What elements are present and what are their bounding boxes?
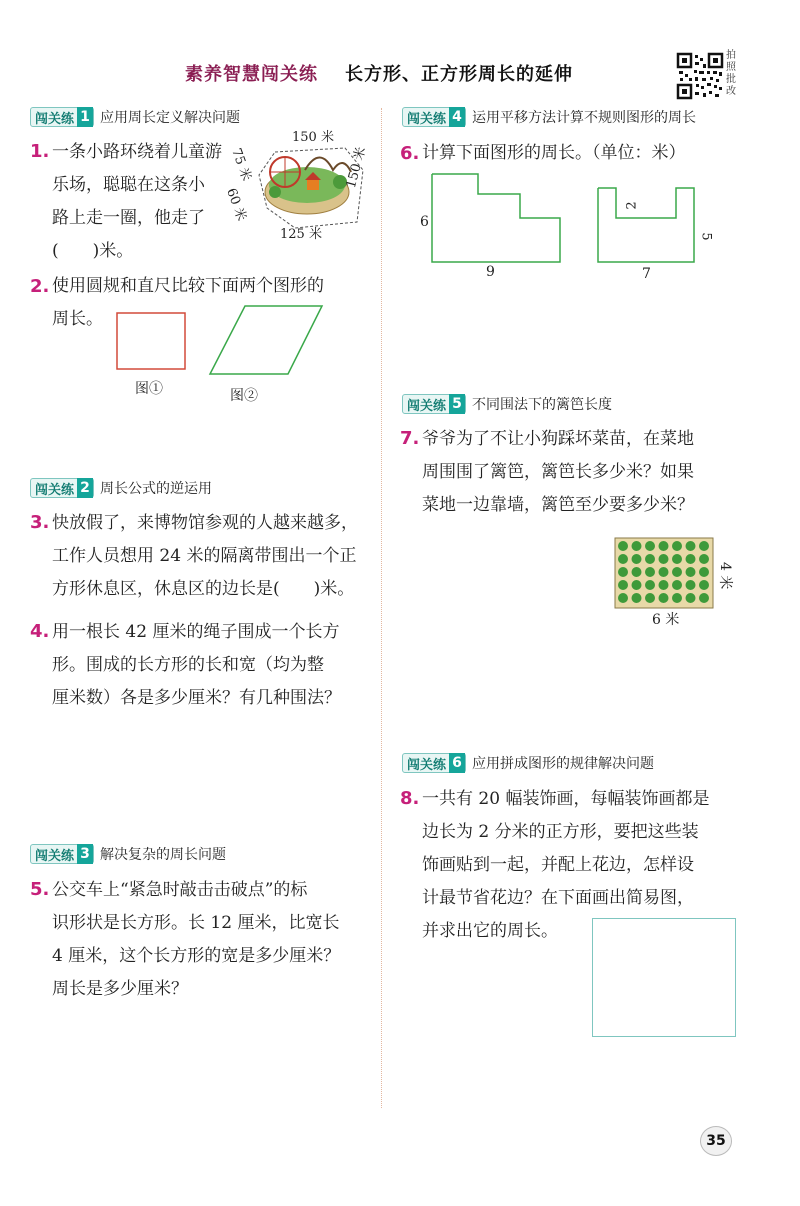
question-4-text: 用一根长 42 厘米的绳子围成一个长方 形。围成的长方形的长和宽（均为整 厘米数）各是多少厘米？有几种围法？	[52, 622, 341, 708]
section-3-header	[30, 844, 226, 864]
section-badge: 闯关练 6	[402, 753, 466, 773]
vegetable-plant	[659, 580, 669, 590]
q6-figures	[420, 170, 720, 270]
vegetable-plant	[632, 554, 642, 564]
page-number: 35	[700, 1126, 732, 1156]
park-left-bottom-length: 60 米	[223, 186, 249, 224]
vegetable-plant	[645, 567, 655, 577]
question-number: 2.	[30, 276, 50, 297]
question-2-text: 使用圆规和直尺比较下面两个图形的 周长。	[52, 276, 324, 329]
figure-2-label: 图②	[230, 388, 258, 404]
vegetable-plant	[686, 580, 696, 590]
q2-figures	[110, 302, 330, 382]
vegetable-plant	[686, 541, 696, 551]
shape-b-height: 5	[698, 232, 714, 241]
page-title: 素养智慧闯关练	[185, 64, 318, 85]
vegetable-plant	[659, 593, 669, 603]
vegetable-plant	[699, 567, 709, 577]
shape-a-height: 6	[420, 214, 429, 230]
shape-b-width: 7	[642, 266, 651, 282]
question-number: 7.	[400, 428, 420, 449]
section-title: 不同围法下的篱笆长度	[472, 397, 613, 413]
vegetable-plant	[618, 554, 628, 564]
vegetable-plant	[645, 541, 655, 551]
section-1-header	[30, 107, 240, 127]
vegetable-plant	[672, 580, 682, 590]
vegetable-plant	[672, 567, 682, 577]
section-badge: 闯关练 2	[30, 478, 94, 498]
question-number: 8.	[400, 788, 420, 809]
section-title: 解决复杂的周长问题	[100, 847, 227, 863]
vegetable-plant	[672, 554, 682, 564]
section-badge: 闯关练 5	[402, 394, 466, 414]
vegetable-plant	[699, 541, 709, 551]
vegetable-plant	[632, 567, 642, 577]
question-1-text: 一条小路环绕着儿童游 乐场，聪聪在这条小 路上走一圈，他走了 ( )米。	[52, 142, 222, 261]
section-badge: 闯关练 4	[402, 107, 466, 127]
section-title: 应用拼成图形的规律解决问题	[472, 756, 655, 772]
park-right-length: 150 米	[343, 145, 370, 190]
vegetable-plant	[699, 593, 709, 603]
vegetable-plant	[686, 567, 696, 577]
vegetable-plant	[659, 567, 669, 577]
vegetable-plant	[672, 541, 682, 551]
garden-width: 6 米	[652, 612, 680, 628]
park-left-top-length: 75 米	[228, 146, 254, 184]
vegetable-plant	[645, 580, 655, 590]
garden-height: 4 米	[717, 562, 733, 590]
page-subtitle: 长方形、正方形周长的延伸	[345, 64, 573, 85]
vegetable-plant	[672, 593, 682, 603]
vegetable-plant	[618, 567, 628, 577]
question-number: 6.	[400, 143, 420, 164]
qr-code-icon[interactable]	[676, 52, 724, 100]
vegetable-plant	[618, 593, 628, 603]
question-number: 1.	[30, 141, 50, 162]
figure-1-label: 图①	[135, 381, 163, 397]
section-6-header	[402, 753, 654, 773]
vegetable-plant	[699, 580, 709, 590]
vegetable-plant	[632, 541, 642, 551]
shape-b-notch: 2	[624, 201, 640, 210]
section-title: 应用周长定义解决问题	[100, 110, 241, 126]
question-5-text: 公交车上“紧急时敲击击破点”的标 识形状是长方形。长 12 厘米，比宽长 4 厘米，这个长方形的宽是多少厘米？ 周长是多少厘米？	[52, 880, 341, 999]
vegetable-plant	[632, 593, 642, 603]
question-7-text: 爷爷为了不让小狗踩坏菜苗，在菜地 周围围了篱笆，篱笆长多少米？如果 菜地一边靠墙，篱笆至少要多少米？	[422, 429, 694, 515]
vegetable-plant	[645, 554, 655, 564]
vegetable-plant	[618, 580, 628, 590]
section-title: 周长公式的逆运用	[100, 481, 213, 497]
section-badge: 闯关练 1	[30, 107, 94, 127]
question-number: 4.	[30, 621, 50, 642]
vegetable-plant	[632, 580, 642, 590]
vegetable-plant	[645, 593, 655, 603]
drawing-answer-box[interactable]	[592, 918, 736, 1037]
park-bottom-length: 125 米	[280, 227, 322, 242]
section-badge: 闯关练 3	[30, 844, 94, 864]
section-5-header	[402, 394, 612, 414]
section-title: 运用平移方法计算不规则图形的周长	[472, 110, 697, 126]
qr-label: 拍照批改	[726, 50, 736, 97]
section-2-header	[30, 478, 212, 498]
vegetable-plant	[686, 593, 696, 603]
shape-a-width: 9	[486, 264, 495, 280]
question-number: 3.	[30, 512, 50, 533]
vegetable-plant	[699, 554, 709, 564]
question-3-text: 快放假了，来博物馆参观的人越来越多， 工作人员想用 24 米的隔离带围出一个正 方形休息区，休息区的边长是( )米。	[52, 513, 358, 599]
question-6-text: 计算下面图形的周长。（单位：米）	[422, 143, 686, 163]
question-number: 5.	[30, 879, 50, 900]
section-4-header	[402, 107, 696, 127]
vegetable-plant	[659, 554, 669, 564]
question-8-text: 一共有 20 幅装饰画，每幅装饰画都是 边长为 2 分米的正方形，要把这些装 饰画贴到一起，并配上花边，怎样设 计最节省花边？在下面画出简易图， 并求出它的周长。	[422, 789, 710, 941]
vegetable-plant	[659, 541, 669, 551]
vegetable-garden-illustration	[614, 537, 714, 609]
park-top-length: 150 米	[292, 130, 334, 145]
vegetable-plant	[618, 541, 628, 551]
column-divider	[381, 108, 382, 1108]
vegetable-plant	[686, 554, 696, 564]
